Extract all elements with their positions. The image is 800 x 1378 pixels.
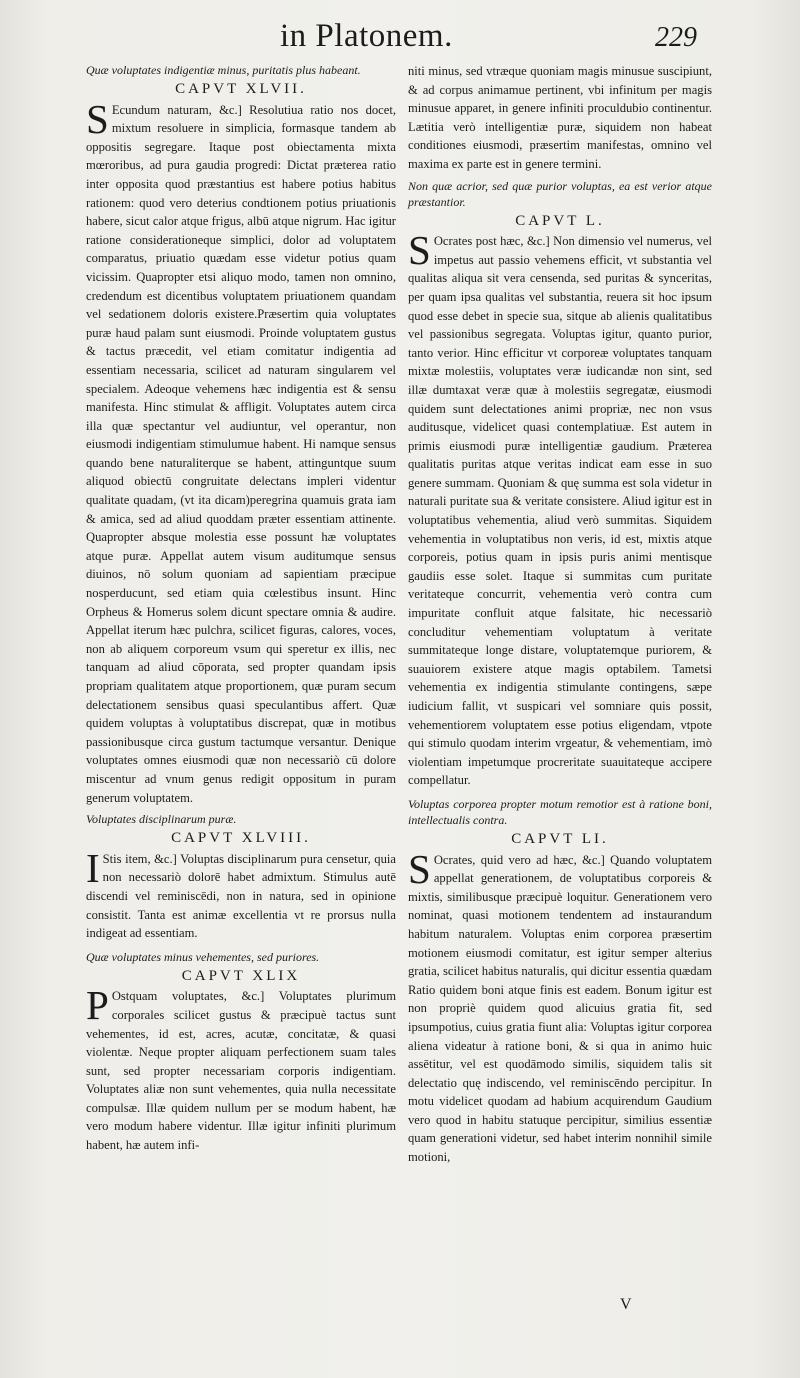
chapter-48-body: Stis item, &c.] Voluptas disciplinarum pura censetur, quia non necessariò dolorē habet admixtum. Stimulus autē discendi vel reminiscēdi, non in natura, sed in opinione consistit. Tanta est animæ excellentia vt re prorsus nulla indigeat ad essentiam. [86,851,396,941]
chapter-48-text [86,844,396,943]
chapter-49-body: Ostquam voluptates, &c.] Voluptates plurimum corporales scilicet gustus & præcipuè tactus sunt vehementes, id est, acres, acutæ, concitatæ, & quasi violentæ. Neque propter aliquam perfectionem suam tales sunt, sed propter necessariam corporis indigentiam. Voluptates aliæ non sunt vehementes, quia nulla necessitate compulsæ. Illæ quidem nullum per se modum habent, hæ vero modum habere videntur. Illæ igitur infiniti plurimum habent, hæ autem infi- [86,989,396,1153]
drop-cap: S [86,95,109,142]
chapter-51-heading: CAPVT LI. [511,830,609,847]
chapter-47-rubric: Quæ voluptates indigentiæ minus, puritatis plus habeant. [86,63,361,77]
running-head [0,8,800,68]
chapter-48-heading: CAPVT XLVIII. [171,830,311,847]
chapter-47-body: Ecundum naturam, &c.] Resolutiua ratio nos docet, mixtum resoluere in simplicia, formasque tandem ab oppositis segregare. Itaque post obiectamenta mixta mœroribus, ad pura gaudia progredi: Dictat præterea ratio inter opposita quod præstantius est habere potius habitus rationem: quod vero deterius condtionem potius priuationis habere, sicut calor atque frigus, albū atque nigrum. Hac igitur ratione considerationeque simplici, dolor ad voluptatem comparatus, priuatio quædam esse videtur potius quam vicissim. Quapropter etsi aliquo modo, tamen non omnino, credendum est dicentibus voluptatem priuationem quandam vel sedationem doloris existere.Præsertim quia voluptates puræ haud palam sunt eiusmodi. Proinde voluptatem gustus & tactus præcedit, vel etiam comitatur indigentia ad essentiam necessaria, scilicet ad naturam singularem vel specialem. Adeoque vehemens hæc indigentia est & sensu manifesta. Hinc stimulat & affligit. Voluptates autem circa illa quæ spectantur vel audiuntur, vel operantur, non eiusmodi indigentiam stimulumue habent. Hi namque sensus quando bene naturaliterque se habent, attinguntque suum aliquod obiectū congruitate delectans impleri videntur qualitate quadam, (vt ita dicam)peregrina quamuis grata iam & amica, sed ad aliud quoddam præter essentiam attinente. Quapropter absque molestia esse possunt hæ voluptates atque puræ. Appellat autem visum auditumque sensus diuinos, nō solum quoniam ad sapientiam præcipue nosperducunt, sed etiam quia cœlestibus insunt. Hinc Orpheus & Homerus solem dicunt spectare omnia & audire. Appellat iterum hæc pulchra, scilicet figuras, calores, voces, non ab aliquem corporeum vsum qui speretur ex illis, nec tanquam ad aliud cōporata, sed propter quandam ipsis propriam qualitatem atque proportionem, quæ puram secum delectationem sensibus quasi speculantibus affert. Quæ quidem voluptas à voluptatibus discrepat, quæ in motibus passionibusque circa gustum tactumque versantur. Denique voluptates omnes eiusmodi quæ non necessariò cū dolore miscentur ad vnum genus redigit oppositum in puram generum voluptatem. [86,102,396,805]
chapter-49-heading: CAPVT XLIX [181,967,301,984]
chapter-47-text [86,95,396,808]
chapter-50-text [408,227,712,790]
chapter-51-rubric: Voluptas corporea propter motum remotior est à ratione boni, intellectualis contra. [408,796,712,827]
chapter-48-rubric: Voluptates disciplinarum puræ. [86,812,237,827]
chapter-49-rubric: Quæ voluptates minus vehementes, sed puriores. [86,949,320,964]
running-title: in Platonem. [280,18,453,54]
page-number: 229 [655,22,697,53]
chapter-47-heading: CAPVT XLVII. [175,81,307,97]
chapter-51-body: Ocrates, quid vero ad hæc, &c.] Quando voluptatem appellat generationem, de voluptatibus corporeis & mixtis, similibusque præcipuè loquitur. Generationem vero nominat, quasi motionem tendentem ad instaurandum habitum naturalem. Voluptas enim corporea præsertim motionem eiusmodi comitatur, est igitur semper alterius gratia, scilicet habitus naturalis, qui dicitur essentia quædam Ratio quidem boni atque finis est eadem. Bonum igitur est non propriè quidem quod alicuius gratia fit, sed ipsumpotius, cuius gratia fiunt alia: Voluptas igitur corporea aliena videatur à ratione boni, & si qua in animo huic assētitur, vel est quodāmodo similis, siquidem talis sit delectatio quę indiscendo, vel reminiscēndo percipitur. In motu videlicet quodam ad habium acquirendum Gaudium vero quod in habitu statuque percipitur, similius essentiæ quam generationi videtur, sed habet interim nonnihil simile motioni, [408,852,712,1165]
drop-cap: S [408,227,431,274]
drop-cap: S [408,845,431,892]
chapter-50-heading: CAPVT L. [515,212,605,229]
chapter-50-body: Ocrates post hæc, &c.] Non dimensio vel numerus, vel impetus aut passio vehemens efficit, vt substantia vel qualitas aliqua sit vera censenda, sed puritas & synceritas, per quam ipsa qualitas vel substantia, reuera sit hoc ipsum quod esse debet in specie sua, sitque ab alienis qualitatibus vel passionibus segregata. Voluptas igitur, quanto purior, tanto verior. Hinc efficitur vt corporeæ voluptates tanquam mixtæ molestiis, voluptates veræ iudicandæ non sint, sed illæ dumtaxat veræ quæ à molestiis segregatæ, eiusmodi quidem sunt delectationes animi propriæ, nec non vsus auditusque, videlicet quasi contemplatiuæ. Est autem in primis eiusmodi puræ intelligentiæ gaudium. Præterea qualitatis puritas atque veritas indicat eam esse in suo genere summam. Quoniam & quę summa est sola videtur in naturali puritate sua & veritate consistere. Aliud igitur est in voluptatibus vehementia, aliud verò summitas. Siquidem vehementia in voluptatibus non veris, id est, mixtis atque corporeis, potius quam in ipsis puris animi mentisque gaudiis esse solet. Itaque si summitas cum puritate veritateque concurrit, vehementia verò contra cum impuritate confluit atque falsitate, hic necessariò concluditur vehementiam voluptatum à veritate summitateque longe distare, voluptatemque puriorem, & suauiorem existere atque magis optabilem. Tametsi vehementia ex indigentia stimulante contingens, sæpe iudicium fallit, vt suspicari vel somniare quis possit, vehementiorem voluptatem esse potius eligendam, vtpote qui stimulo quodam interim vrgeatur, & vehementiam, imò violentiam impetumque procreritate suauitateque accipere compellatur. [408,234,712,788]
chapter-51-text [408,845,712,1167]
right-column [408,62,712,1167]
drop-cap: I [86,844,100,891]
continued-text: niti minus, sed vtræque quoniam magis minusue suscipiunt, & ad corpus animamue pertinent, vbi infinitum per magis minusue apparet, in genere infiniti proculdubio continentur. Lætitia verò intelligentiæ puræ, siquidem non habeat conditiones eiusmodi, præsertim manifestas, omnino vel maxima ex parte est in genere termini. [408,64,712,171]
chapter-50-rubric: Non quæ acrior, sed quæ purior voluptas, ea est verior atque præstantior. [408,178,712,209]
chapter-49-text [86,982,396,1154]
drop-cap: P [86,982,109,1029]
left-column [86,62,396,1155]
signature-mark: V [620,1296,632,1313]
